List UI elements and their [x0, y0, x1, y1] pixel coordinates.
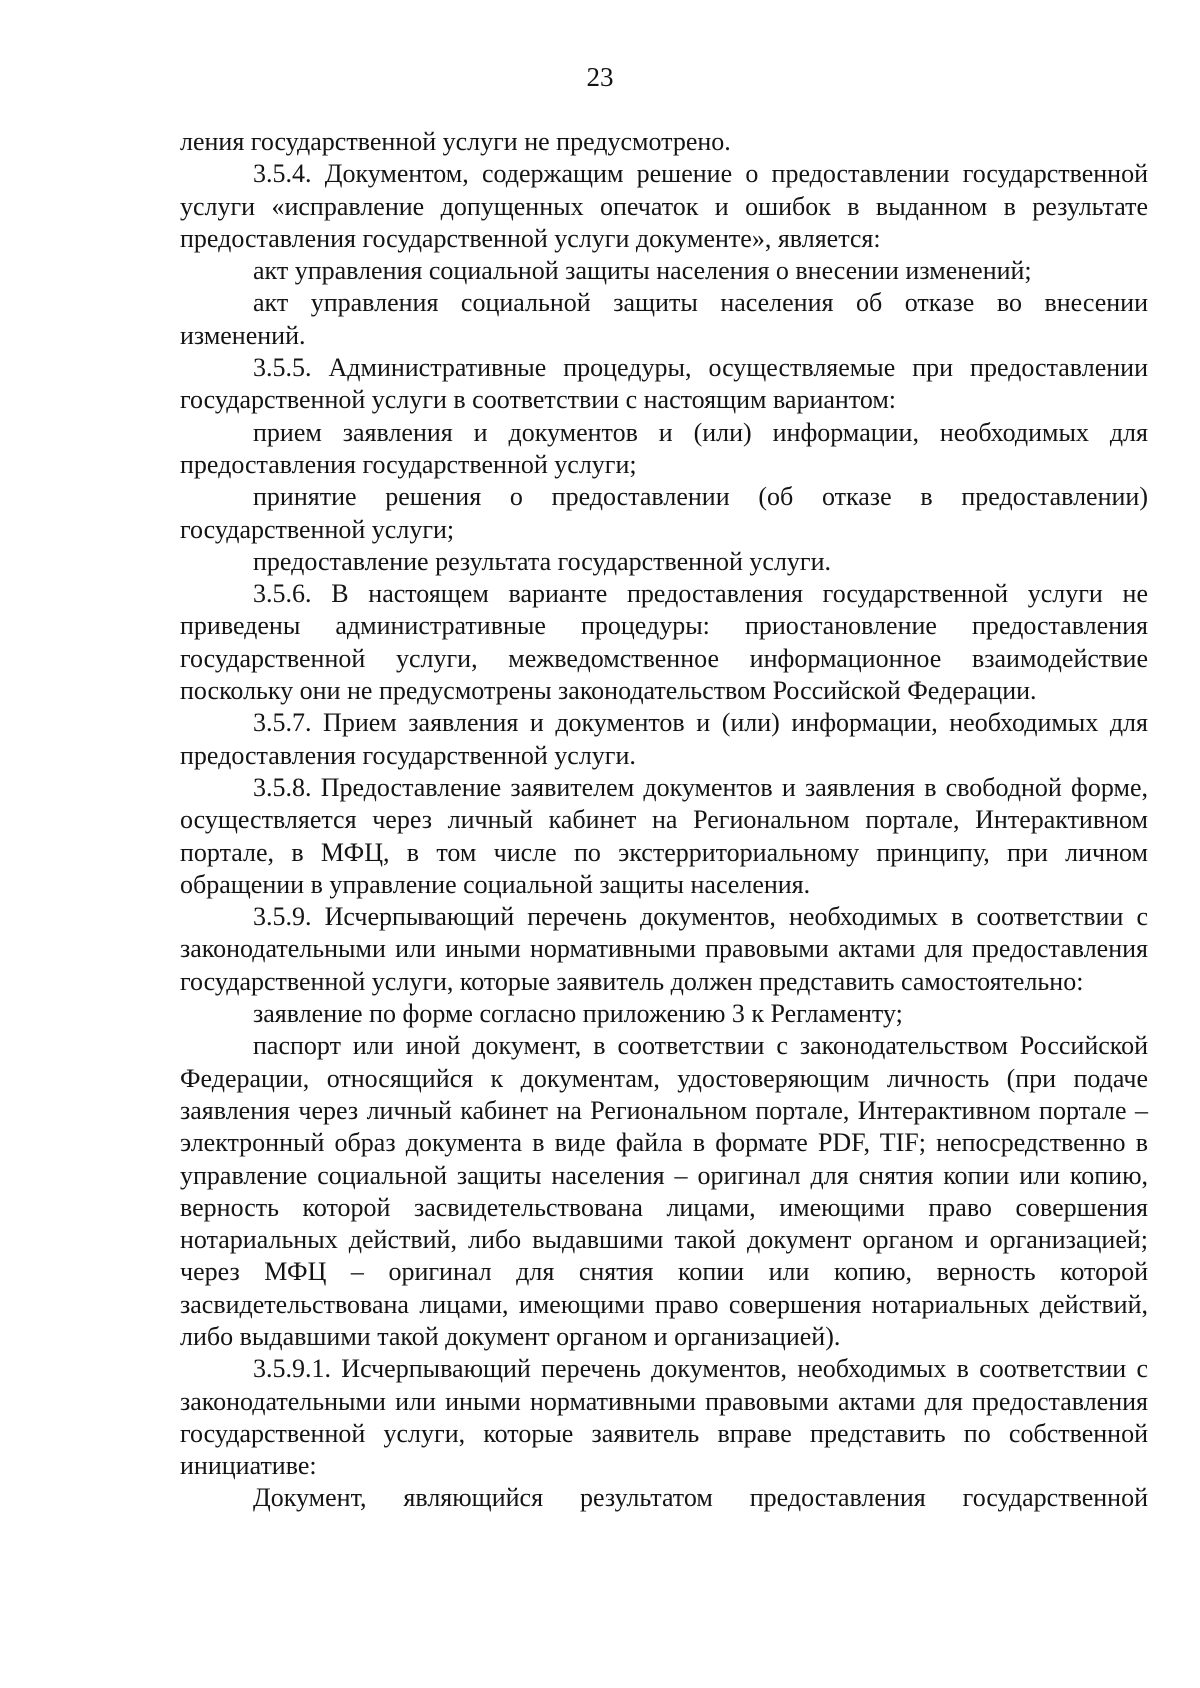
paragraph-3-5-5: 3.5.5. Административные процедуры, осуществляемые при предоставлении государственной услуги в соответствии с настоящим вариантом:: [180, 353, 1148, 415]
document-body: [180, 126, 1148, 1515]
paragraph-3-5-7: 3.5.7. Прием заявления и документов и (или) информации, необходимых для предоставления государственной услуги.: [180, 708, 1148, 770]
paragraph-3-5-4: 3.5.4. Документом, содержащим решение о предоставлении государственной услуги «исправление допущенных опечаток и ошибок в выданном в результате предоставления государственной услуги документе», является:: [180, 159, 1148, 253]
list-item-reception: прием заявления и документов и (или) информации, необходимых для предоставления государственной услуги;: [180, 417, 1148, 479]
paragraph-document-result: Документ, являющийся результатом предоставления государственной: [253, 1483, 1148, 1513]
page-number: 23: [586, 62, 614, 92]
list-item-act-refusal: акт управления социальной защиты населения об отказе во внесении изменений.: [180, 288, 1148, 350]
list-item-act-changes: акт управления социальной защиты населения о внесении изменений;: [253, 256, 1032, 286]
paragraph-3-5-9: 3.5.9. Исчерпывающий перечень документов, необходимых в соответствии с законодательными или иными нормативными правовыми актами для предоставления государственной услуги, которые заявитель должен представить самостоятельно:: [180, 902, 1148, 996]
paragraph-3-5-9-1: 3.5.9.1. Исчерпывающий перечень документов, необходимых в соответствии с законодательными или иными нормативными правовыми актами для предоставления государственной услуги, которые заявитель вправе представить по собственной инициативе:: [180, 1354, 1148, 1481]
list-item-application: заявление по форме согласно приложению 3 к Регламенту;: [253, 999, 903, 1029]
list-item-decision: принятие решения о предоставлении (об отказе в предоставлении) государственной услуги;: [180, 482, 1148, 544]
paragraph-3-5-6: 3.5.6. В настоящем варианте предоставления государственной услуги не приведены административные процедуры: приостановление предоставления государственной услуги, межведомственное информационное взаимодействие поскольку они не предусмотрены законодательством Российской Федерации.: [180, 579, 1148, 706]
list-item-passport: паспорт или иной документ, в соответствии с законодательством Российской Федерации, относящийся к документам, удостоверяющим личность (при подаче заявления через личный кабинет на Региональном портале, Интерактивном портале – электронный образ документа в виде файла в формате PDF, TIF; непосредственно в управление социальной защиты населения – оригинал для снятия копии или копию, верность которой засвидетельствована лицами, имеющими право совершения нотариальных действий, либо выдавшими такой документ органом и организацией; через МФЦ – оригинал для снятия копии или копию, верность которой засвидетельствована лицами, имеющими право совершения нотариальных действий, либо выдавшими такой документ органом и организацией).: [180, 1031, 1148, 1351]
list-item-result: предоставление результата государственной услуги.: [253, 546, 832, 576]
paragraph-continuation: ления государственной услуги не предусмотрено.: [180, 127, 731, 156]
paragraph-3-5-8: 3.5.8. Предоставление заявителем документов и заявления в свободной форме, осуществляется через личный кабинет на Региональном портале, Интерактивном портале, в МФЦ, в том числе по экстерриториальному принципу, при личном обращении в управление социальной защиты населения.: [180, 772, 1148, 899]
